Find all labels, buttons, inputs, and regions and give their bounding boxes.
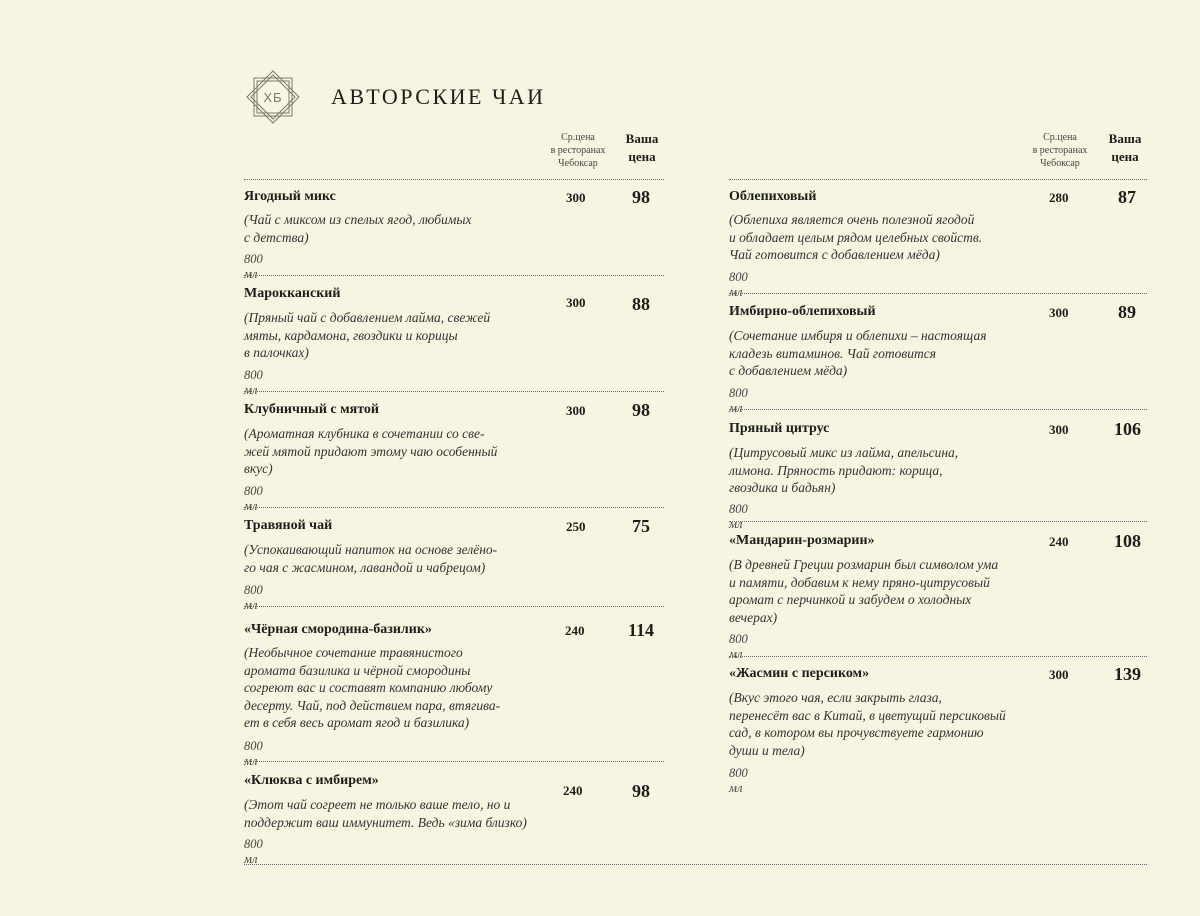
divider	[729, 521, 1147, 522]
item-name: Имбирно-облепиховый	[729, 304, 876, 319]
item-description: (Вкус этого чая, если закрыть глаза, перенесёт вас в Китай, в цветущий персиковый сад, в котором вы прочувствуете гармонию души и тела)	[729, 690, 1006, 758]
our-price-header-right: Ваша цена	[1108, 131, 1142, 164]
our-price: 98	[632, 187, 650, 207]
our-price: 114	[628, 620, 655, 640]
item-description: (Цитрусовый микс из лайма, апельсина, лимона. Пряность придают: корица, гвоздика и бадьян)	[729, 445, 959, 495]
item-description: (Пряный чай с добавлением лайма, свежей мяты, кардамона, гвоздики и корицы в палочках)	[244, 310, 491, 360]
our-price: 139	[1114, 664, 1141, 684]
item-description: (Ароматная клубника в сочетании со све- жей мятой придают этому чаю особенный вкус)	[244, 426, 498, 476]
avg-price: 300	[566, 295, 586, 310]
avg-price: 240	[565, 623, 585, 638]
item-name: «Чёрная смородина-базилик»	[244, 622, 432, 637]
divider	[244, 507, 664, 508]
divider	[244, 761, 664, 762]
avg-price-header-left: Ср.цена в ресторанах Чебоксар	[550, 132, 606, 169]
item-description: (Чай с миксом из спелых ягод, любимых с детства)	[244, 212, 472, 245]
item-description: (В древней Греции розмарин был символом ума и памяти, добавим к нему пряно-цитрусовый аромат с перчинкой и забудем о холодных вечерах)	[729, 557, 999, 625]
item-name: Ягодный микс	[244, 189, 336, 204]
item-volume: 800 мл	[244, 484, 263, 513]
divider	[729, 656, 1147, 657]
item-name: Клубничный с мятой	[244, 402, 379, 417]
avg-price: 300	[1049, 422, 1069, 437]
our-price: 88	[632, 294, 650, 314]
item-name: «Клюква с имбирем»	[244, 773, 379, 788]
our-price: 98	[632, 781, 650, 801]
our-price: 98	[632, 400, 650, 420]
avg-price: 280	[1049, 190, 1069, 205]
item-volume: 800 мл	[729, 632, 748, 661]
item-volume: 800 мл	[244, 252, 263, 281]
our-price: 106	[1114, 419, 1141, 439]
avg-price: 300	[566, 403, 586, 418]
item-volume: 800 мл	[729, 502, 748, 531]
item-name: Марокканский	[244, 286, 341, 301]
item-volume: 800 мл	[244, 837, 263, 866]
divider	[729, 293, 1147, 294]
svg-text:ХБ: ХБ	[263, 90, 283, 105]
item-description: (Необычное сочетание травянистого аромата базилика и чёрной смородины согреют вас и составят компанию любому десерту. Чай, под действием пара, втягива- ет в себя весь аромат ягод и базилика)	[244, 645, 501, 730]
item-volume: 800 мл	[729, 270, 748, 299]
item-volume: 800 мл	[244, 368, 263, 397]
avg-price-header-right: Ср.цена в ресторанах Чебоксар	[1032, 132, 1088, 169]
item-description: (Облепиха является очень полезной ягодой и обладает целым рядом целебных свойств. Чай готовится с добавлением мёда)	[729, 212, 983, 262]
item-volume: 800 мл	[244, 739, 263, 768]
item-volume: 800 мл	[244, 583, 263, 612]
item-description: (Успокаивающий напиток на основе зелёно- го чая с жасмином, лавандой и чабрецом)	[244, 542, 498, 575]
our-price-header-left: Ваша цена	[625, 131, 659, 164]
item-volume: 800 мл	[729, 386, 748, 415]
item-name: Облепиховый	[729, 189, 817, 204]
divider	[729, 409, 1147, 410]
item-name: «Мандарин-розмарин»	[729, 533, 875, 548]
our-price: 108	[1114, 531, 1141, 551]
our-price: 89	[1118, 302, 1136, 322]
divider	[244, 391, 664, 392]
item-name: Травяной чай	[244, 518, 333, 533]
item-name: Пряный цитрус	[729, 421, 830, 436]
item-description: (Этот чай согреет не только ваше тело, но и поддержит ваш иммунитет. Ведь «зима близко)	[244, 797, 527, 830]
item-description: (Сочетание имбиря и облепихи – настоящая кладезь витаминов. Чай готовится с добавлением мёда)	[729, 328, 987, 378]
restaurant-logo	[246, 70, 300, 124]
avg-price: 240	[1049, 534, 1069, 549]
avg-price: 300	[566, 190, 586, 205]
avg-price: 240	[563, 783, 583, 798]
divider	[244, 275, 664, 276]
avg-price: 250	[566, 519, 586, 534]
our-price: 87	[1118, 187, 1136, 207]
item-name: «Жасмин с персиком»	[729, 666, 870, 681]
page-title: АВТОРСКИЕ ЧАИ	[331, 84, 546, 109]
our-price: 75	[632, 516, 650, 536]
avg-price: 300	[1049, 305, 1069, 320]
bottom-divider	[244, 864, 1147, 865]
divider	[729, 179, 1147, 180]
divider	[244, 179, 664, 180]
divider	[244, 606, 664, 607]
item-volume: 800 мл	[729, 766, 748, 795]
avg-price: 300	[1049, 667, 1069, 682]
